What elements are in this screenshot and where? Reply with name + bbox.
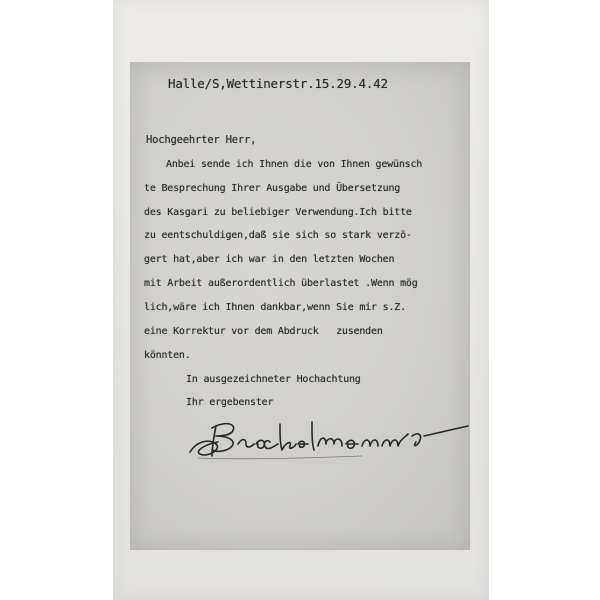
- letter-date-line: Halle/S,Wettinerstr.15.29.4.42: [168, 76, 388, 91]
- letter-body-line: gert hat,aber ich war in den letzten Wochen: [144, 254, 395, 265]
- letter-body-line: könnten.: [144, 350, 191, 361]
- letter-closing-line: Ihr ergebenster: [186, 397, 274, 408]
- letter-salutation: Hochgeehrter Herr,: [146, 134, 257, 146]
- letter-closing-line: In ausgezeichneter Hochachtung: [186, 374, 361, 385]
- letter-body-line: eine Korrektur vor dem Abdruck zusenden: [144, 326, 383, 337]
- letter-body-line: lich,wäre ich Ihnen dankbar,wenn Sie mir s.Z.: [144, 302, 406, 313]
- letter-body-line: zu eentschuldigen,daß sie sich so stark verzö-: [144, 230, 412, 241]
- letter-body-line: Anbei sende ich Ihnen die von Ihnen gewünsch: [166, 159, 423, 170]
- letter-body-line: mit Arbeit außerordentlich überlastet .Wenn mög: [144, 278, 418, 289]
- letter-body-line: des Kasgari zu beliebiger Verwendung.Ich bitte: [144, 207, 412, 218]
- letter-body-line: te Besprechung Ihrer Ausgabe und Übersetzung: [144, 183, 401, 194]
- letter-paper: [130, 62, 470, 550]
- handwritten-signature: [186, 414, 470, 464]
